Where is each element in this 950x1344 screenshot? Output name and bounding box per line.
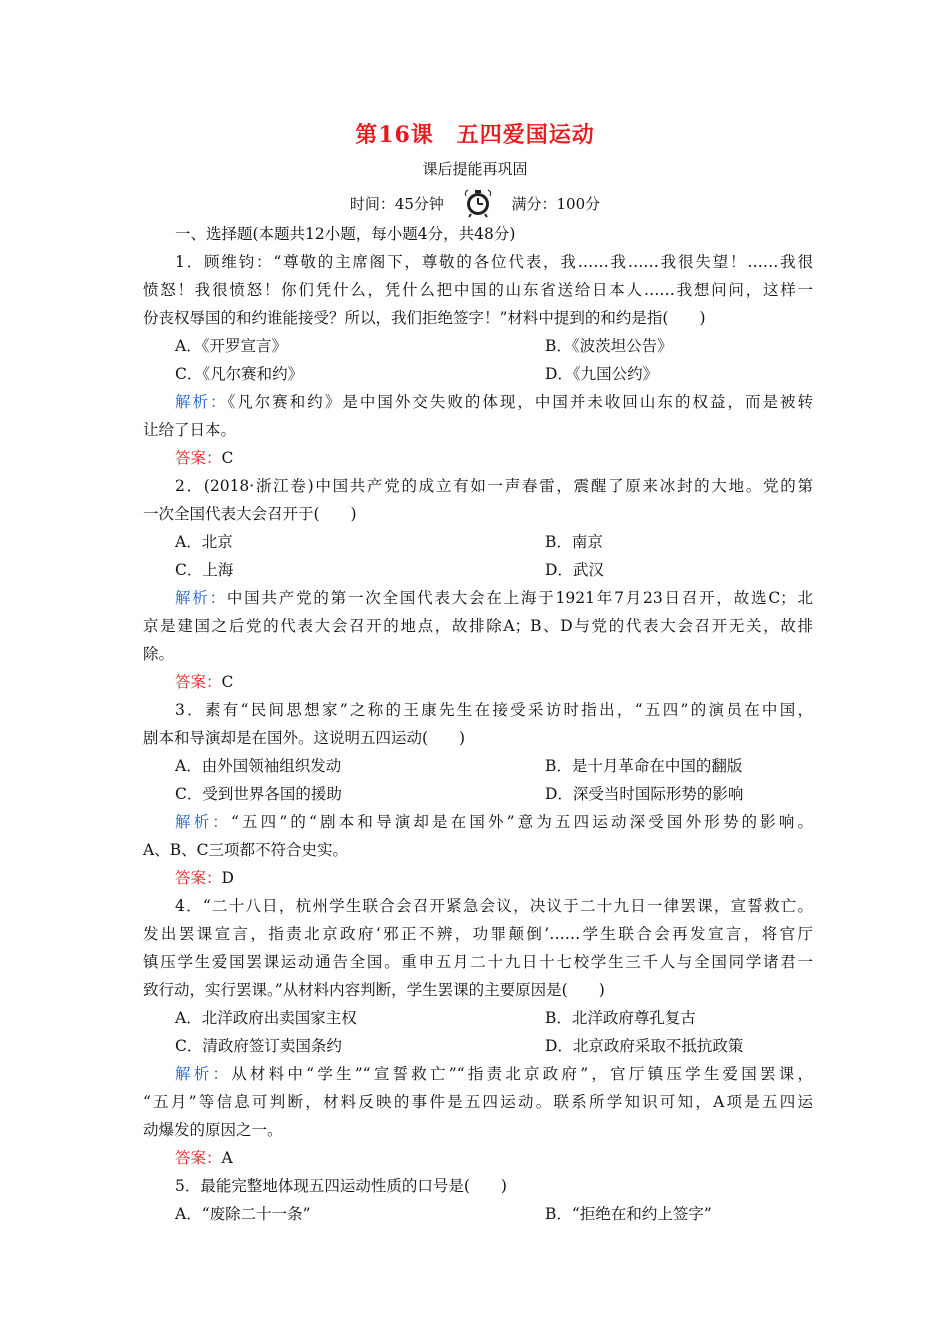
option: B．“拒绝在和约上签字”: [545, 1205, 712, 1223]
option: A．由外国领袖组织发动: [175, 757, 342, 775]
alarm-clock-icon: [463, 188, 493, 218]
answer: [143, 864, 813, 892]
explanation-label: 解析：: [175, 813, 231, 831]
answer-value: C: [221, 449, 234, 467]
explanation-text: 从材料中“学生”“宣誓救亡”“指责北京政府”，官厅镇压学生爱国罢课，: [231, 1065, 813, 1083]
question-stem: 镇压学生爱国罢课运动通告全国。重申五月二十九日十七校学生三千人与全国同学诸君一: [143, 953, 813, 971]
question-stem: 份丧权辱国的和约谁能接受？所以，我们拒绝签字！”材料中提到的和约是指( ): [143, 309, 706, 327]
question-stem: 一次全国代表大会召开于( ): [143, 505, 357, 523]
full-score: 满分：100分: [511, 194, 601, 213]
page-subtitle: 课后提能再巩固: [422, 160, 528, 178]
explanation-text: “五四”的“剧本和导演却是在国外”意为五四运动深受国外形势的影响。: [230, 813, 813, 831]
option: C．《凡尔赛和约》: [175, 365, 304, 383]
question-stem: 4．“二十八日，杭州学生联合会召开紧急会议，决议于二十九日一律罢课，宣誓救亡。: [175, 897, 813, 915]
explanation-label: 解析：: [175, 1065, 232, 1083]
option-row: [143, 332, 813, 360]
option: D．《九国公约》: [545, 365, 659, 383]
explanation-label: 解析：: [175, 589, 227, 607]
option: D．深受当时国际形势的影响: [545, 785, 744, 803]
option: A．北洋政府出卖国家主权: [175, 1009, 357, 1027]
explanation: [143, 388, 813, 416]
option: C．受到世界各国的援助: [175, 785, 342, 803]
option-row: [143, 780, 813, 808]
question-stem: 2．(2018·浙江卷)中国共产党的成立有如一声春雷，震醒了原来冰封的大地。党的第: [175, 477, 813, 495]
answer: [143, 668, 813, 696]
question-stem: 发出罢课宣言，指责北京政府‘邪正不辨，功罪颠倒’……学生联合会再发宣言，将官厅: [143, 925, 813, 943]
explanation-text: 中国共产党的第一次全国代表大会在上海于1921年7月23日召开，故选C；北: [226, 589, 813, 607]
answer-label: 答案：: [175, 449, 222, 467]
option: B．《波茨坦公告》: [545, 337, 673, 355]
option: B．南京: [545, 533, 603, 551]
answer: [143, 444, 813, 472]
option: C．上海: [175, 561, 234, 579]
question-stem: 5．最能完整地体现五四运动性质的口号是( ): [175, 1177, 507, 1195]
option-row: [143, 752, 813, 780]
answer-value: C: [221, 673, 234, 691]
explanation-label: 解析：: [175, 393, 228, 411]
explanation-text: 《凡尔赛和约》是中国外交失败的体现，中国并未收回山东的权益，而是被转: [227, 393, 813, 411]
option: B．北洋政府尊孔复古: [545, 1009, 696, 1027]
question-stem: 3．素有“民间思想家”之称的王康先生在接受采访时指出，“五四”的演员在中国，: [175, 701, 813, 719]
option-row: [143, 528, 813, 556]
option: D．北京政府采取不抵抗政策: [545, 1037, 744, 1055]
question-stem: 1．顾维钧：“尊敬的主席阁下，尊敬的各位代表，我……我……我很失望！……我很: [175, 253, 813, 271]
exam-meta: [0, 188, 950, 218]
option-row: [143, 1032, 813, 1060]
question-stem: 剧本和导演却是在国外。这说明五四运动( ): [143, 729, 466, 747]
question-list: [143, 220, 813, 1228]
explanation-text: 京是建国之后党的代表大会召开的地点，故排除A；B、D与党的代表大会召开无关，故排: [143, 617, 813, 635]
answer: [143, 1144, 813, 1172]
answer-label: 答案：: [175, 1149, 222, 1167]
answer-label: 答案：: [175, 673, 222, 691]
option: B．是十月革命在中国的翻版: [545, 757, 743, 775]
explanation: [143, 1060, 813, 1088]
option: D．武汉: [545, 561, 604, 579]
explanation: [143, 808, 813, 836]
question-stem: 致行动，实行罢课。”从材料内容判断，学生罢课的主要原因是( ): [143, 981, 605, 999]
option: A．《开罗宣言》: [175, 337, 287, 355]
section-heading: 一、选择题(本题共12小题，每小题4分，共48分): [175, 225, 516, 243]
option-row: [143, 556, 813, 584]
explanation-text: 动爆发的原因之一。: [143, 1121, 283, 1139]
explanation-text: 让给了日本。: [143, 421, 237, 439]
page-title: 第16课 五四爱国运动: [355, 122, 595, 148]
explanation-text: A、B、C三项都不符合史实。: [143, 841, 348, 859]
explanation-text: 除。: [143, 645, 175, 663]
answer-value: A: [221, 1149, 233, 1167]
option: A．“废除二十一条”: [175, 1205, 311, 1223]
option: C．清政府签订卖国条约: [175, 1037, 342, 1055]
explanation-text: “五月”等信息可判断，材料反映的事件是五四运动。联系所学知识可知，A项是五四运: [143, 1093, 813, 1111]
time-limit: 时间：45分钟: [349, 194, 444, 213]
explanation: [143, 584, 813, 612]
option-row: [143, 360, 813, 388]
answer-label: 答案：: [175, 869, 222, 887]
answer-value: D: [221, 869, 234, 887]
option-row: [143, 1004, 813, 1032]
option: A．北京: [175, 533, 233, 551]
option-row: [143, 1200, 813, 1228]
question-stem: 愤怒！我很愤怒！你们凭什么，凭什么把中国的山东省送给日本人……我想问问，这样一: [143, 281, 813, 299]
